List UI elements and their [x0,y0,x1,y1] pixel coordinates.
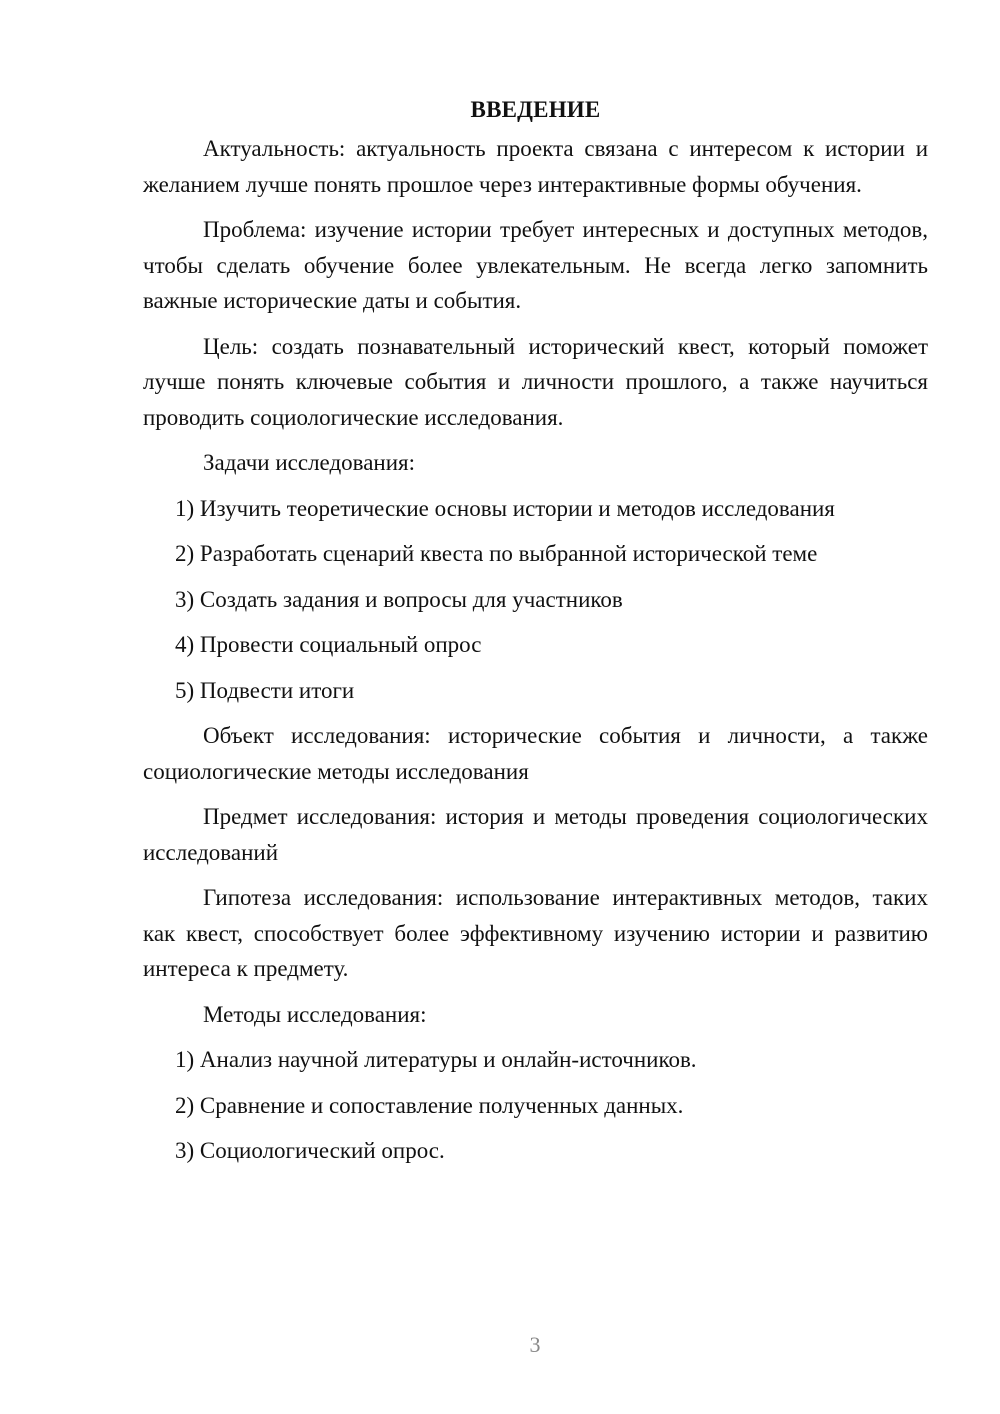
method-item: 2) Сравнение и сопоставление полученных данных. [175,1092,684,1118]
methods-list [143,1042,928,1169]
problem-paragraph: Проблема: изучение истории требует интересных и доступных методов, чтобы сделать обучение более увлекательным. Не всегда легко запомнить важные исторические даты и события. [143,217,928,313]
method-item: 3) Социологический опрос. [175,1138,445,1163]
goal-paragraph: Цель: создать познавательный исторический квест, который поможет лучше понять ключевые события и личности прошлого, а также научиться проводить социологические исследования. [143,333,928,430]
task-item: 2) Разработать сценарий квеста по выбранной исторической теме [175,541,818,566]
methods-heading: Методы исследования: [203,1001,427,1027]
section-title: ВВЕДЕНИЕ [470,97,601,122]
task-item: 5) Подвести итоги [175,677,355,703]
tasks-heading: Задачи исследования: [203,450,416,475]
page-number: 3 [529,1332,541,1357]
task-item: 3) Создать задания и вопросы для участников [175,586,623,612]
relevance-paragraph: Актуальность: актуальность проекта связана с интересом к истории и желанием лучше понять прошлое через интерактивные формы обучения. [143,136,928,197]
subject-paragraph: Предмет исследования: история и методы проведения социологических исследований [143,804,928,865]
task-item: 1) Изучить теоретические основы истории и методов исследования [175,495,835,521]
method-item: 1) Анализ научной литературы и онлайн-источников. [175,1047,697,1072]
tasks-list [143,491,928,709]
document-page [143,92,928,1179]
hypothesis-paragraph: Гипотеза исследования: использование интерактивных методов, таких как квест, способствует более эффективному изучению истории и развитию интереса к предмету. [143,885,928,981]
object-paragraph: Объект исследования: исторические события и личности, а также социологические методы исследования [143,723,928,784]
task-item: 4) Провести социальный опрос [175,632,482,657]
